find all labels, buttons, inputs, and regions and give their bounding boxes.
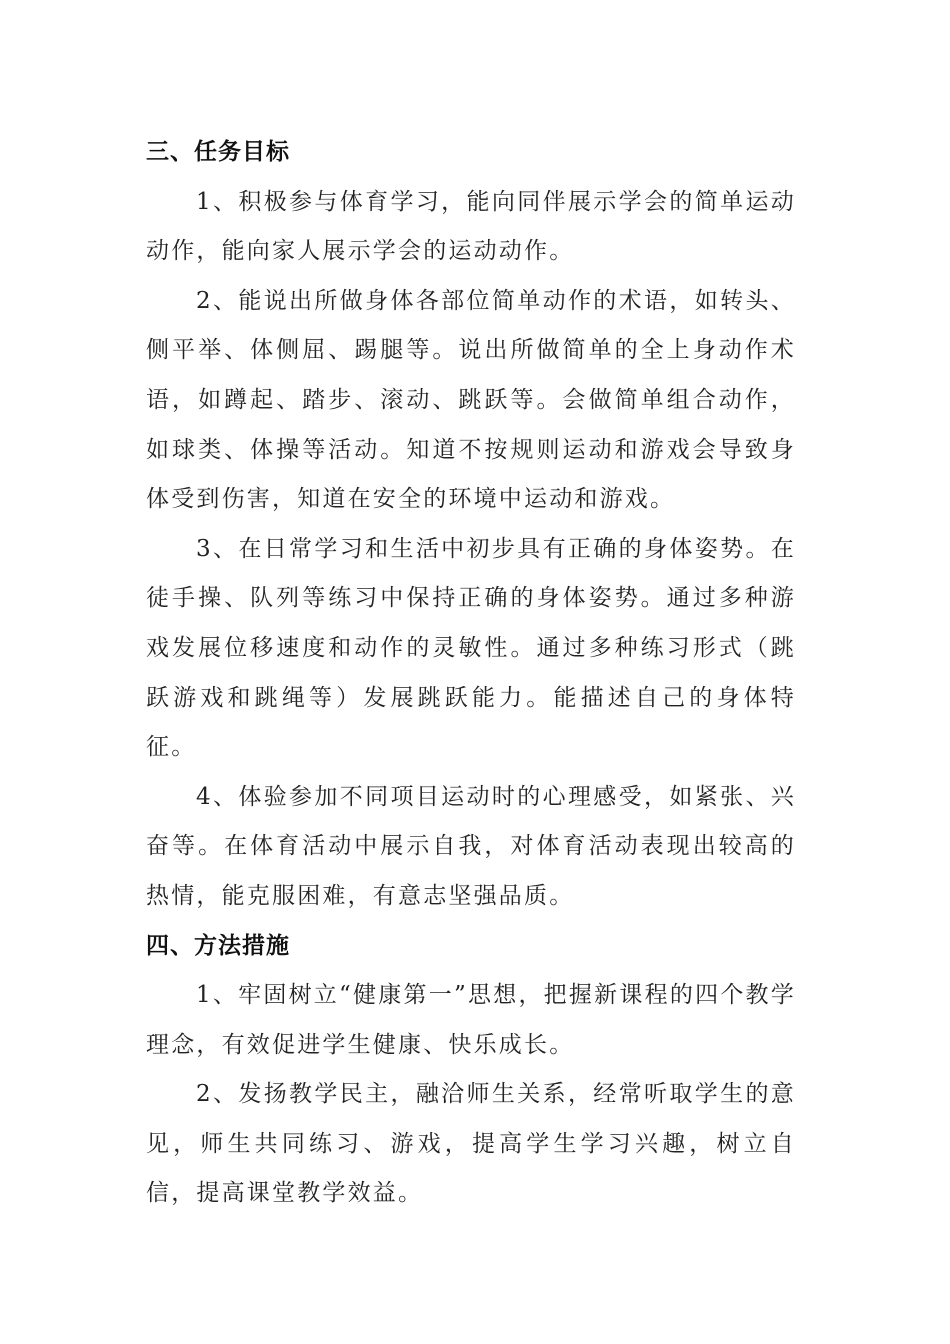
paragraph: 1、牢固树立“健康第一”思想，把握新课程的四个教学理念，有效促进学生健康、快乐成长。 bbox=[146, 982, 796, 1058]
paragraph: 4、体验参加不同项目运动时的心理感受，如紧张、兴奋等。在体育活动中展示自我，对体育活动表现出较高的热情，能克服困难，有意志坚强品质。 bbox=[146, 783, 796, 909]
document-body bbox=[146, 128, 796, 1219]
paragraph: 2、发扬教学民主，融洽师生关系，经常听取学生的意见，师生共同练习、游戏，提高学生学习兴趣，树立自信，提高课堂教学效益。 bbox=[146, 1081, 796, 1207]
section-heading-task-goals: 三、任务目标 bbox=[146, 139, 290, 165]
section-heading-methods: 四、方法措施 bbox=[146, 932, 290, 959]
paragraph: 3、在日常学习和生活中初步具有正确的身体姿势。在徒手操、队列等练习中保持正确的身体姿势。通过多种游戏发展位移速度和动作的灵敏性。通过多种练习形式（跳跃游戏和跳绳等）发展跳跃能力。能描述自己的身体特征。 bbox=[146, 535, 796, 761]
paragraph: 2、能说出所做身体各部位简单动作的术语，如转头、侧平举、体侧屈、踢腿等。说出所做简单的全上身动作术语，如蹲起、踏步、滚动、跳跃等。会做简单组合动作，如球类、体操等活动。知道不按规则运动和游戏会导致身体受到伤害，知道在安全的环境中运动和游戏。 bbox=[146, 287, 796, 513]
paragraph: 1、积极参与体育学习，能向同伴展示学会的简单运动动作，能向家人展示学会的运动动作。 bbox=[146, 188, 796, 265]
